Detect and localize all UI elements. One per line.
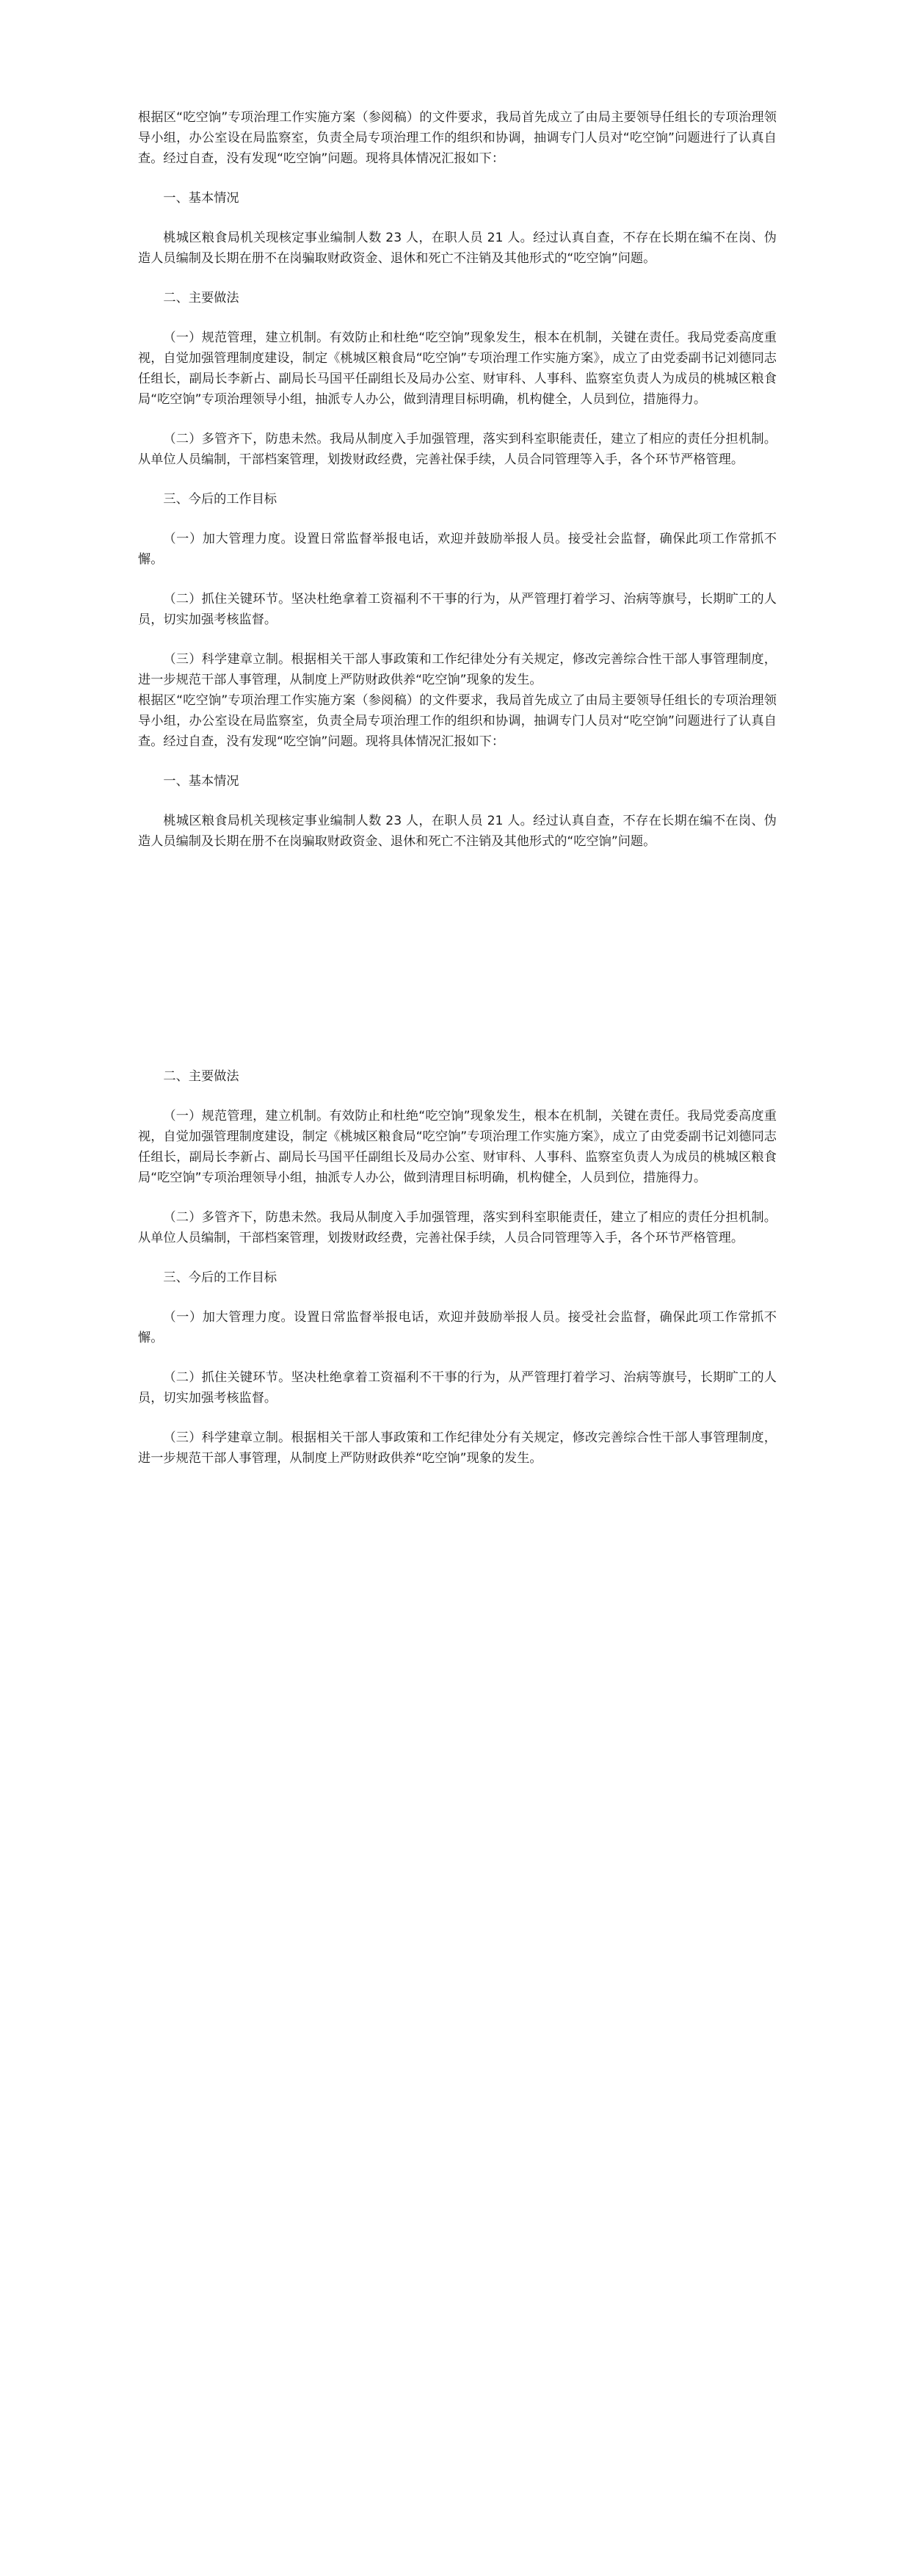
goal-item-2: （二）抓住关键环节。坚决杜绝拿着工资福利不干事的行为，从严管理打着学习、治病等旗号，长期旷工的人员，切实加强考核监督。 — [138, 592, 777, 627]
page-break-space — [138, 852, 777, 1066]
section-heading-future-goals: 三、今后的工作目标 — [163, 1270, 277, 1285]
section-heading-basic-info: 一、基本情况 — [163, 191, 239, 206]
goal-item-1: （一）加大管理力度。设置日常监督举报电话，欢迎并鼓励举报人员。接受社会监督，确保此项工作常抓不懈。 — [138, 532, 777, 567]
intro-paragraph: 根据区“吃空饷”专项治理工作实施方案（参阅稿）的文件要求，我局首先成立了由局主要领导任组长的专项治理领导小组，办公室设在局监察室，负责全局专项治理工作的组织和协调，抽调专门人员对“吃空饷”问题进行了认真自查。经过自查，没有发现“吃空饷”问题。现将具体情况汇报如下： — [138, 110, 777, 166]
section-heading-future-goals: 三、今后的工作目标 — [163, 492, 277, 507]
section-heading-basic-info: 一、基本情况 — [163, 774, 239, 789]
basic-info-paragraph: 桃城区粮食局机关现核定事业编制人数 23 人，在职人员 21 人。经过认真自查，不存在长期在编不在岗、伪造人员编制及长期在册不在岗骗取财政资金、退休和死亡不注销及其他形式的“吃空饷”问题。 — [138, 814, 777, 849]
goal-item-3: （三）科学建章立制。根据相关干部人事政策和工作纪律处分有关规定，修改完善综合性干部人事管理制度，进一步规范干部人事管理，从制度上严防财政供养“吃空饷”现象的发生。 — [138, 1430, 777, 1466]
section-heading-main-practices: 二、主要做法 — [163, 291, 239, 305]
practice-item-2: （二）多管齐下，防患未然。我局从制度入手加强管理，落实到科室职能责任，建立了相应的责任分担机制。从单位人员编制，干部档案管理，划拨财政经费，完善社保手续，人员合同管理等入手，各个环节严格管理。 — [138, 432, 777, 467]
practice-item-2: （二）多管齐下，防患未然。我局从制度入手加强管理，落实到科室职能责任，建立了相应的责任分担机制。从单位人员编制，干部档案管理，划拨财政经费，完善社保手续，人员合同管理等入手，各个环节严格管理。 — [138, 1210, 777, 1245]
goal-item-3: （三）科学建章立制。根据相关干部人事政策和工作纪律处分有关规定，修改完善综合性干部人事管理制度，进一步规范干部人事管理，从制度上严防财政供养“吃空饷”现象的发生。 — [138, 652, 777, 687]
practice-item-1: （一）规范管理，建立机制。有效防止和杜绝“吃空饷”现象发生，根本在机制，关键在责任。我局党委高度重视，自觉加强管理制度建设，制定《桃城区粮食局“吃空饷”专项治理工作实施方案》，成立了由党委副书记刘德同志任组长，副局长李新占、副局长马国平任副组长及局办公室、财审科、人事科、监察室负责人为成员的桃城区粮食局“吃空饷”专项治理领导小组，抽派专人办公，做到清理目标明确，机构健全，人员到位，措施得力。 — [138, 1109, 777, 1185]
goal-item-1: （一）加大管理力度。设置日常监督举报电话，欢迎并鼓励举报人员。接受社会监督，确保此项工作常抓不懈。 — [138, 1310, 777, 1345]
basic-info-paragraph: 桃城区粮食局机关现核定事业编制人数 23 人，在职人员 21 人。经过认真自查，不存在长期在编不在岗、伪造人员编制及长期在册不在岗骗取财政资金、退休和死亡不注销及其他形式的“吃空饷”问题。 — [138, 231, 777, 266]
practice-item-1: （一）规范管理，建立机制。有效防止和杜绝“吃空饷”现象发生，根本在机制，关键在责任。我局党委高度重视，自觉加强管理制度建设，制定《桃城区粮食局“吃空饷”专项治理工作实施方案》，成立了由党委副书记刘德同志任组长，副局长李新占、副局长马国平任副组长及局办公室、财审科、人事科、监察室负责人为成员的桃城区粮食局“吃空饷”专项治理领导小组，抽派专人办公，做到清理目标明确，机构健全，人员到位，措施得力。 — [138, 330, 777, 407]
section-heading-main-practices: 二、主要做法 — [163, 1069, 239, 1084]
document-page — [138, 107, 777, 1469]
goal-item-2: （二）抓住关键环节。坚决杜绝拿着工资福利不干事的行为，从严管理打着学习、治病等旗号，长期旷工的人员，切实加强考核监督。 — [138, 1370, 777, 1405]
intro-paragraph: 根据区“吃空饷”专项治理工作实施方案（参阅稿）的文件要求，我局首先成立了由局主要领导任组长的专项治理领导小组，办公室设在局监察室，负责全局专项治理工作的组织和协调，抽调专门人员对“吃空饷”问题进行了认真自查。经过自查，没有发现“吃空饷”问题。现将具体情况汇报如下： — [138, 693, 777, 749]
